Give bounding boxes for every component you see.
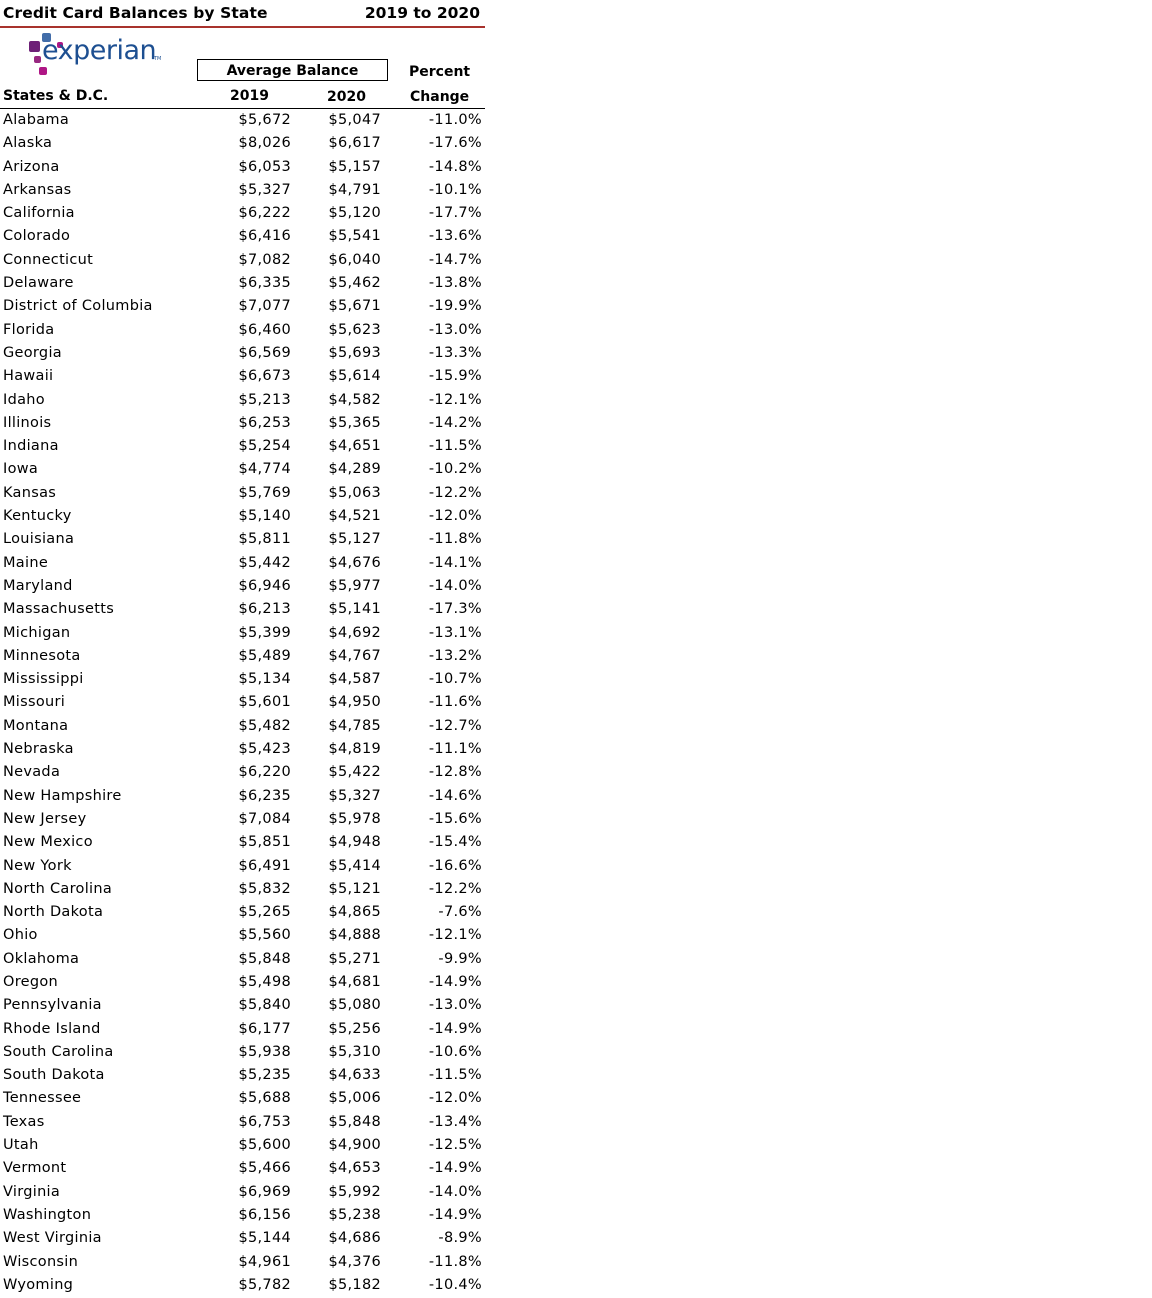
table-row: [0, 1112, 486, 1135]
state-name-cell: District of Columbia: [3, 298, 153, 315]
balance-2020-cell: $5,157: [328, 158, 381, 175]
balance-2019-cell: $7,082: [238, 251, 291, 268]
table-row: [0, 995, 486, 1018]
year-2020-column-header: 2020: [327, 89, 366, 105]
balance-2020-cell: $5,422: [328, 764, 381, 781]
state-name-cell: Maryland: [3, 577, 73, 594]
table-row: [0, 832, 486, 855]
balance-2019-cell: $5,601: [238, 694, 291, 711]
table-row: [0, 902, 486, 925]
state-name-cell: Mississippi: [3, 671, 84, 688]
percent-change-cell: -19.9%: [428, 298, 482, 315]
state-name-cell: Hawaii: [3, 368, 54, 385]
state-name-cell: Louisiana: [3, 531, 75, 548]
table-row: [0, 623, 486, 646]
balance-2020-cell: $5,614: [328, 368, 381, 385]
state-name-cell: Connecticut: [3, 251, 94, 268]
balance-2020-cell: $5,848: [328, 1113, 381, 1130]
balance-2020-cell: $4,865: [328, 904, 381, 921]
balance-2019-cell: $6,753: [238, 1113, 291, 1130]
percent-change-cell: -12.2%: [428, 880, 482, 897]
state-name-cell: Nevada: [3, 764, 61, 781]
percent-header-line1: Percent: [409, 64, 471, 80]
balance-2019-cell: $5,423: [238, 741, 291, 758]
balance-2019-cell: $6,222: [238, 205, 291, 222]
date-range: 2019 to 2020: [364, 4, 480, 22]
percent-change-cell: -12.8%: [428, 764, 482, 781]
table-row: [0, 716, 486, 739]
balance-2019-cell: $6,253: [238, 414, 291, 431]
table-row: [0, 436, 486, 459]
balance-2020-cell: $4,950: [328, 694, 381, 711]
balance-2020-cell: $5,006: [328, 1090, 381, 1107]
balance-2019-cell: $5,600: [238, 1137, 291, 1154]
balance-2020-cell: $5,541: [328, 228, 381, 245]
percent-change-cell: -11.1%: [428, 741, 482, 758]
table-row: [0, 1088, 486, 1111]
state-name-cell: Oklahoma: [3, 950, 80, 967]
table-row: [0, 203, 486, 226]
percent-change-cell: -12.5%: [428, 1137, 482, 1154]
percent-change-cell: -17.3%: [428, 601, 482, 618]
percent-change-cell: -13.0%: [428, 321, 482, 338]
balance-2019-cell: $5,851: [238, 834, 291, 851]
table-row: [0, 1158, 486, 1181]
state-name-cell: Kansas: [3, 484, 57, 501]
logo-trademark: TM: [154, 56, 162, 62]
balance-2020-cell: $5,623: [328, 321, 381, 338]
percent-change-cell: -10.4%: [428, 1276, 482, 1293]
balance-2019-cell: $5,672: [238, 112, 291, 128]
state-name-cell: Tennessee: [3, 1090, 82, 1107]
balance-2020-cell: $5,121: [328, 880, 381, 897]
table-row: [0, 180, 486, 203]
state-name-cell: Delaware: [3, 275, 74, 292]
percent-change-cell: -11.5%: [428, 1067, 482, 1084]
balance-2019-cell: $5,811: [238, 531, 291, 548]
balance-2020-cell: $4,521: [328, 508, 381, 525]
balance-2019-cell: $6,569: [238, 344, 291, 361]
percent-change-cell: -13.4%: [428, 1113, 482, 1130]
balance-2020-cell: $4,948: [328, 834, 381, 851]
balance-2020-cell: $5,992: [328, 1183, 381, 1200]
balance-2020-cell: $4,785: [328, 717, 381, 734]
balance-2019-cell: $5,399: [238, 624, 291, 641]
balance-2020-cell: $5,462: [328, 275, 381, 292]
percent-change-cell: -13.1%: [428, 624, 482, 641]
balance-2020-cell: $5,671: [328, 298, 381, 315]
percent-change-cell: -12.2%: [428, 484, 482, 501]
percent-change-cell: -13.2%: [428, 647, 482, 664]
state-name-cell: New Jersey: [3, 810, 87, 827]
percent-change-cell: -14.0%: [428, 1183, 482, 1200]
state-name-cell: Idaho: [3, 391, 45, 408]
table-body: [0, 110, 486, 1298]
balance-2020-cell: $5,120: [328, 205, 381, 222]
percent-change-cell: -13.0%: [428, 997, 482, 1014]
percent-change-cell: -9.9%: [438, 950, 482, 967]
percent-change-cell: -10.7%: [428, 671, 482, 688]
year-2019-column-header: 2019: [230, 88, 269, 104]
balance-2020-cell: $4,653: [328, 1160, 381, 1177]
percent-change-cell: -11.8%: [428, 1253, 482, 1270]
table-row: [0, 133, 486, 156]
balance-2020-cell: $4,376: [328, 1253, 381, 1270]
table-row: [0, 1042, 486, 1065]
state-name-cell: Colorado: [3, 228, 71, 245]
state-name-cell: Vermont: [3, 1160, 67, 1177]
state-name-cell: South Carolina: [3, 1043, 114, 1060]
balance-2019-cell: $5,140: [238, 508, 291, 525]
table-row: [0, 762, 486, 785]
balance-2020-cell: $4,819: [328, 741, 381, 758]
percent-change-cell: -14.9%: [428, 1206, 482, 1223]
percent-change-cell: -10.2%: [428, 461, 482, 478]
state-name-cell: Wisconsin: [3, 1253, 79, 1270]
percent-change-cell: -13.3%: [428, 344, 482, 361]
balance-2020-cell: $4,888: [328, 927, 381, 944]
balance-2019-cell: $5,832: [238, 880, 291, 897]
balance-2019-cell: $5,782: [238, 1276, 291, 1293]
balance-2020-cell: $4,587: [328, 671, 381, 688]
percent-change-cell: -17.6%: [428, 135, 482, 152]
percent-change-cell: -14.8%: [428, 158, 482, 175]
table-row: [0, 320, 486, 343]
percent-change-cell: -14.6%: [428, 787, 482, 804]
balance-2020-cell: $4,681: [328, 973, 381, 990]
balance-2019-cell: $6,946: [238, 577, 291, 594]
state-name-cell: Alabama: [3, 112, 70, 128]
balance-2019-cell: $5,134: [238, 671, 291, 688]
balance-2019-cell: $6,156: [238, 1206, 291, 1223]
balance-2019-cell: $5,848: [238, 950, 291, 967]
balance-2019-cell: $5,560: [238, 927, 291, 944]
balance-2020-cell: $5,256: [328, 1020, 381, 1037]
table-row: [0, 1228, 486, 1251]
balance-2019-cell: $5,235: [238, 1067, 291, 1084]
percent-change-cell: -12.1%: [428, 927, 482, 944]
table-row: [0, 390, 486, 413]
state-name-cell: Michigan: [3, 624, 71, 641]
balance-2020-cell: $5,977: [328, 577, 381, 594]
state-name-cell: Nebraska: [3, 741, 74, 758]
balance-2019-cell: $6,213: [238, 601, 291, 618]
state-name-cell: Washington: [3, 1206, 92, 1223]
balance-2019-cell: $5,489: [238, 647, 291, 664]
table-row: [0, 250, 486, 273]
state-name-cell: Minnesota: [3, 647, 81, 664]
title-bar: [0, 2, 485, 28]
state-name-cell: West Virginia: [3, 1230, 102, 1247]
balance-2019-cell: $5,144: [238, 1230, 291, 1247]
states-column-header: States & D.C.: [3, 88, 109, 104]
state-name-cell: Arkansas: [3, 181, 72, 198]
percent-change-cell: -14.9%: [428, 1020, 482, 1037]
balance-2019-cell: $5,265: [238, 904, 291, 921]
table-row: [0, 646, 486, 669]
balance-2020-cell: $4,651: [328, 438, 381, 455]
percent-change-cell: -13.6%: [428, 228, 482, 245]
balance-2020-cell: $5,978: [328, 810, 381, 827]
balance-2019-cell: $5,938: [238, 1043, 291, 1060]
table-row: [0, 273, 486, 296]
table-row: [0, 1135, 486, 1158]
percent-change-cell: -16.6%: [428, 857, 482, 874]
table-row: [0, 925, 486, 948]
balance-2020-cell: $6,040: [328, 251, 381, 268]
balance-2020-cell: $5,238: [328, 1206, 381, 1223]
percent-change-cell: -10.6%: [428, 1043, 482, 1060]
percent-change-cell: -17.7%: [428, 205, 482, 222]
table-row: [0, 1182, 486, 1205]
state-name-cell: Utah: [3, 1137, 39, 1154]
balance-2020-cell: $4,791: [328, 181, 381, 198]
state-name-cell: Pennsylvania: [3, 997, 102, 1014]
percent-change-cell: -14.9%: [428, 1160, 482, 1177]
table-row: [0, 413, 486, 436]
balance-2020-cell: $5,365: [328, 414, 381, 431]
table-row: [0, 1019, 486, 1042]
state-name-cell: North Carolina: [3, 880, 113, 897]
balance-2019-cell: $5,482: [238, 717, 291, 734]
header-divider: [0, 108, 485, 109]
state-name-cell: Massachusetts: [3, 601, 115, 618]
balance-2020-cell: $6,617: [328, 135, 381, 152]
table-row: [0, 529, 486, 552]
state-name-cell: North Dakota: [3, 904, 104, 921]
balance-2019-cell: $7,084: [238, 810, 291, 827]
state-name-cell: Illinois: [3, 414, 52, 431]
state-name-cell: Maine: [3, 554, 49, 571]
percent-change-cell: -15.6%: [428, 810, 482, 827]
state-name-cell: Alaska: [3, 135, 53, 152]
percent-change-cell: -11.5%: [428, 438, 482, 455]
table-row: [0, 949, 486, 972]
balance-2020-cell: $4,767: [328, 647, 381, 664]
table-row: [0, 786, 486, 809]
state-name-cell: Wyoming: [3, 1276, 74, 1293]
state-name-cell: Georgia: [3, 344, 62, 361]
percent-change-cell: -15.9%: [428, 368, 482, 385]
balance-2020-cell: $5,182: [328, 1276, 381, 1293]
percent-change-cell: -12.7%: [428, 717, 482, 734]
balance-2019-cell: $6,969: [238, 1183, 291, 1200]
table-row: [0, 739, 486, 762]
percent-change-cell: -11.6%: [428, 694, 482, 711]
balance-2020-cell: $4,692: [328, 624, 381, 641]
balance-2020-cell: $4,633: [328, 1067, 381, 1084]
percent-change-cell: -12.0%: [428, 1090, 482, 1107]
table-row: [0, 576, 486, 599]
percent-change-cell: -14.7%: [428, 251, 482, 268]
page-title: Credit Card Balances by State: [3, 4, 268, 22]
percent-change-cell: -14.2%: [428, 414, 482, 431]
balance-2019-cell: $5,213: [238, 391, 291, 408]
table-row: [0, 366, 486, 389]
balance-2020-cell: $5,271: [328, 950, 381, 967]
logo-dot-purple-small: [34, 56, 41, 63]
state-name-cell: Virginia: [3, 1183, 61, 1200]
balance-2019-cell: $6,460: [238, 321, 291, 338]
state-name-cell: Kentucky: [3, 508, 72, 525]
balance-2019-cell: $5,688: [238, 1090, 291, 1107]
table-row: [0, 506, 486, 529]
table-row: [0, 459, 486, 482]
balance-2019-cell: $6,177: [238, 1020, 291, 1037]
state-name-cell: Florida: [3, 321, 55, 338]
balance-2020-cell: $4,676: [328, 554, 381, 571]
balance-2020-cell: $5,080: [328, 997, 381, 1014]
percent-change-cell: -7.6%: [438, 904, 482, 921]
state-name-cell: New Mexico: [3, 834, 93, 851]
percent-change-cell: -11.8%: [428, 531, 482, 548]
logo-wordmark: experian: [42, 35, 157, 66]
table-row: [0, 856, 486, 879]
state-name-cell: Iowa: [3, 461, 39, 478]
balance-2020-cell: $5,310: [328, 1043, 381, 1060]
logo-dot-magenta: [39, 67, 47, 75]
state-name-cell: Rhode Island: [3, 1020, 101, 1037]
table-row: [0, 1205, 486, 1228]
table-row: [0, 226, 486, 249]
table-row: [0, 1275, 486, 1298]
balance-2020-cell: $5,047: [328, 112, 381, 128]
balance-2019-cell: $4,774: [238, 461, 291, 478]
percent-change-cell: -14.9%: [428, 973, 482, 990]
state-name-cell: Arizona: [3, 158, 60, 175]
table-row: [0, 157, 486, 180]
percent-change-cell: -12.1%: [428, 391, 482, 408]
balance-2020-cell: $4,686: [328, 1230, 381, 1247]
balance-2019-cell: $6,220: [238, 764, 291, 781]
state-name-cell: South Dakota: [3, 1067, 105, 1084]
table-row: [0, 110, 486, 133]
balance-2019-cell: $5,466: [238, 1160, 291, 1177]
balance-2019-cell: $5,254: [238, 438, 291, 455]
percent-change-cell: -12.0%: [428, 508, 482, 525]
balance-2020-cell: $5,127: [328, 531, 381, 548]
balance-2019-cell: $5,840: [238, 997, 291, 1014]
table-row: [0, 809, 486, 832]
percent-change-cell: -10.1%: [428, 181, 482, 198]
table-row: [0, 553, 486, 576]
percent-header-line2: Change: [410, 89, 470, 105]
state-name-cell: Indiana: [3, 438, 59, 455]
balance-2019-cell: $5,442: [238, 554, 291, 571]
balance-2019-cell: $6,673: [238, 368, 291, 385]
table-row: [0, 879, 486, 902]
state-name-cell: Oregon: [3, 973, 59, 990]
state-name-cell: New Hampshire: [3, 787, 122, 804]
experian-logo: [26, 32, 166, 78]
balance-2019-cell: $4,961: [238, 1253, 291, 1270]
state-name-cell: Montana: [3, 717, 69, 734]
state-name-cell: Ohio: [3, 927, 38, 944]
balance-2019-cell: $8,026: [238, 135, 291, 152]
table-row: [0, 972, 486, 995]
state-name-cell: Missouri: [3, 694, 66, 711]
balance-2020-cell: $5,414: [328, 857, 381, 874]
table-row: [0, 296, 486, 319]
percent-change-cell: -11.0%: [428, 112, 482, 128]
state-name-cell: Texas: [3, 1113, 45, 1130]
balance-2019-cell: $6,235: [238, 787, 291, 804]
percent-change-cell: -13.8%: [428, 275, 482, 292]
balance-2020-cell: $4,582: [328, 391, 381, 408]
table-row: [0, 1065, 486, 1088]
balance-2019-cell: $6,335: [238, 275, 291, 292]
table-row: [0, 599, 486, 622]
average-balance-group-header: [197, 59, 388, 81]
table-row: [0, 1252, 486, 1275]
balance-2020-cell: $5,693: [328, 344, 381, 361]
state-name-cell: New York: [3, 857, 72, 874]
percent-change-cell: -14.0%: [428, 577, 482, 594]
balance-2020-cell: $5,141: [328, 601, 381, 618]
balance-2019-cell: $6,491: [238, 857, 291, 874]
balance-2020-cell: $5,327: [328, 787, 381, 804]
table-row: [0, 669, 486, 692]
balance-2019-cell: $5,769: [238, 484, 291, 501]
percent-change-cell: -14.1%: [428, 554, 482, 571]
balance-2019-cell: $6,416: [238, 228, 291, 245]
balance-2019-cell: $6,053: [238, 158, 291, 175]
state-name-cell: California: [3, 205, 75, 222]
balance-2019-cell: $7,077: [238, 298, 291, 315]
balance-2019-cell: $5,498: [238, 973, 291, 990]
average-balance-label: Average Balance: [226, 63, 359, 79]
balance-2020-cell: $4,900: [328, 1137, 381, 1154]
logo-dot-purple-large: [29, 41, 40, 52]
table-row: [0, 692, 486, 715]
balance-2019-cell: $5,327: [238, 181, 291, 198]
balance-2020-cell: $4,289: [328, 461, 381, 478]
table-row: [0, 343, 486, 366]
percent-change-cell: -8.9%: [438, 1230, 482, 1247]
percent-change-cell: -15.4%: [428, 834, 482, 851]
balance-2020-cell: $5,063: [328, 484, 381, 501]
table-row: [0, 483, 486, 506]
